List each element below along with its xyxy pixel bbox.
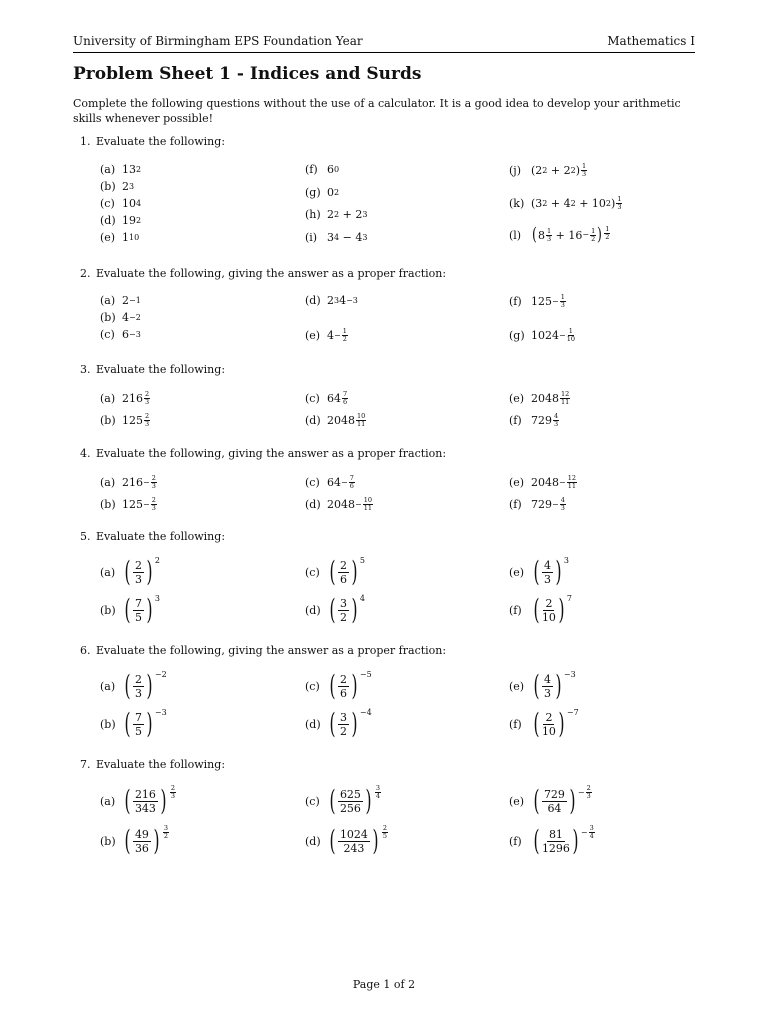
intro-text: Complete the following questions without the use of a calculator. It is a good idea to develop your arithmetic skills whenever possible! — [73, 97, 681, 125]
q5-item-b: (b) ( 7 5 ) 3 — [100, 593, 160, 626]
q6-item-e: (e) ( 4 3 ) −3 — [509, 669, 576, 702]
q2-item-c: (c) 6 −3 — [100, 328, 141, 341]
q2-item-g: (g) 1024 − $\frac{1}{10}$ — [509, 327, 575, 343]
q5-item-d: (d) ( 3 2 ) 4 — [305, 593, 365, 626]
q5-item-a: (a) ( 2 3 ) 2 — [100, 555, 160, 588]
question-6: 6. Evaluate the following, giving the answer as a proper fraction: — [80, 644, 447, 657]
q2-item-e: (e) 4 − $\frac{1}{2}$ — [305, 327, 347, 343]
q6-item-a: (a) ( 2 3 ) −2 — [100, 669, 167, 702]
header-course: Mathematics I — [607, 34, 695, 48]
q3-item-a: (a) 216 2 3 — [100, 390, 150, 406]
q1-item-c: (c) 10 4 — [100, 197, 142, 210]
q7-item-d: (d) ( 1024 243 ) 2 5 — [305, 824, 388, 857]
q7-item-a: (a) ( 216 343 ) 2 3 — [100, 784, 176, 817]
q1-item-j: (j) ( 2 2 + 2 2 ) 1 3 — [509, 162, 587, 178]
question-2: 2. Evaluate the following, giving the answer as a proper fraction: — [80, 267, 447, 280]
question-1: 1. Evaluate the following: — [80, 135, 226, 148]
page-header — [73, 34, 695, 53]
q1-item-k: (k) ( 3 2 + 4 2 + 10 2 ) 1 3 — [509, 195, 622, 211]
q6-item-f: (f) ( 2 10 ) −7 — [509, 707, 579, 740]
question-5: 5. Evaluate the following: — [80, 530, 226, 543]
q4-item-b: (b) 125 − $\frac{2}{3}$ — [100, 496, 156, 512]
q7-item-c: (c) ( 625 256 ) 3 4 — [305, 784, 381, 817]
q3-item-f: (f) 729 4 3 — [509, 412, 559, 428]
q6-item-c: (c) ( 2 6 ) −5 — [305, 669, 372, 702]
header-institution: University of Birmingham EPS Foundation Year — [73, 34, 363, 48]
question-7: 7. Evaluate the following: — [80, 758, 226, 771]
question-4: 4. Evaluate the following, giving the answer as a proper fraction: — [80, 447, 447, 460]
question-3: 3. Evaluate the following: — [80, 363, 226, 376]
q7-item-f: (f) ( 81 1296 ) − $\frac{3}{4}$ — [509, 824, 594, 857]
page-footer: Page 1 of 2 — [352, 978, 416, 991]
q3-item-c: (c) 64 7 6 — [305, 390, 348, 406]
q4-item-f: (f) 729 − $\frac{4}{3}$ — [509, 496, 565, 512]
q1-item-l: (l) ( 8 1 3 + 16 − $\frac{1}{2}$ ) 1 2 — [509, 224, 610, 245]
q1-item-d: (d) 19 2 — [100, 214, 142, 227]
q3-item-e: (e) 2048 12 11 — [509, 390, 570, 406]
q7-item-e: (e) ( 729 64 ) − $\frac{2}{3}$ — [509, 784, 591, 817]
q4-item-e: (e) 2048 − $\frac{12}{11}$ — [509, 474, 576, 490]
q1-item-e: (e) 1 10 — [100, 231, 140, 244]
q1-item-g: (g) 0 2 — [305, 186, 340, 199]
q6-item-b: (b) ( 7 5 ) −3 — [100, 707, 167, 740]
q1-item-a: (a) 13 2 — [100, 163, 142, 176]
q1-item-f: (f) 6 0 — [305, 163, 340, 176]
q2-item-b: (b) 4 −2 — [100, 311, 141, 324]
q2-item-a: (a) 2 −1 — [100, 294, 141, 307]
q4-item-d: (d) 2048 − $\frac{10}{11}$ — [305, 496, 372, 512]
q4-item-a: (a) 216 − $\frac{2}{3}$ — [100, 474, 156, 490]
q3-item-b: (b) 125 2 3 — [100, 412, 150, 428]
q2-item-d: (d) 2 3 4 −3 — [305, 294, 358, 307]
q7-item-b: (b) ( 49 36 ) 3 2 — [100, 824, 169, 857]
q5-item-c: (c) ( 2 6 ) 5 — [305, 555, 365, 588]
q5-item-f: (f) ( 2 10 ) 7 — [509, 593, 572, 626]
q3-item-d: (d) 2048 10 11 — [305, 412, 366, 428]
q2-item-f: (f) 125 − $\frac{1}{3}$ — [509, 293, 565, 309]
q1-item-i: (i) 3 4 − 4 3 — [305, 231, 368, 244]
q1-item-h: (h) 2 2 + 2 3 — [305, 208, 368, 221]
q5-item-e: (e) ( 4 3 ) 3 — [509, 555, 569, 588]
page-title: Problem Sheet 1 - Indices and Surds — [73, 64, 422, 84]
q6-item-d: (d) ( 3 2 ) −4 — [305, 707, 372, 740]
q1-item-b: (b) 2 3 — [100, 180, 135, 193]
q4-item-c: (c) 64 − $\frac{7}{6}$ — [305, 474, 354, 490]
